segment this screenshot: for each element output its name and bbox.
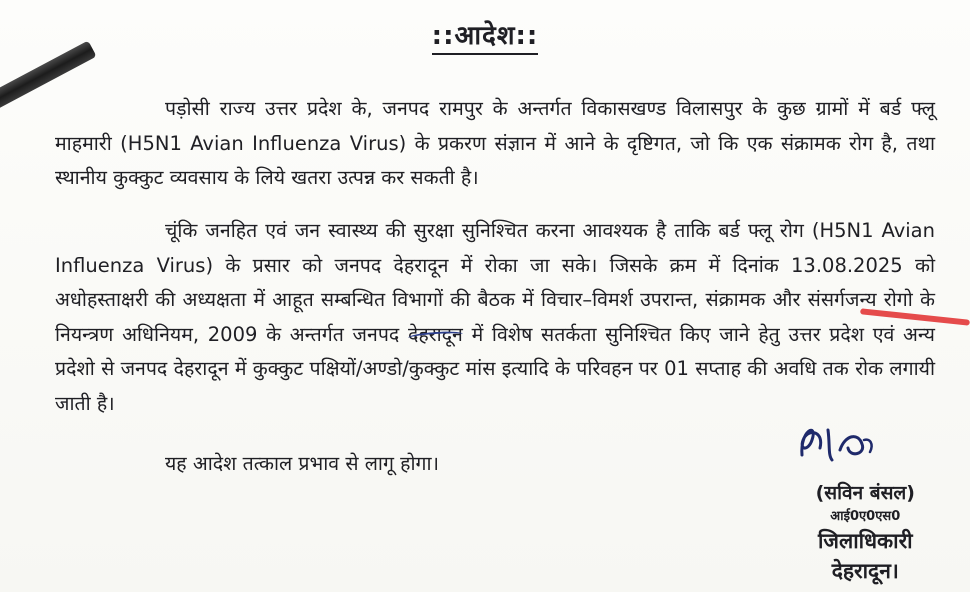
paragraph-3-text: यह आदेश तत्काल प्रभाव से लागू होगा। <box>165 452 439 475</box>
signature-block <box>816 478 915 586</box>
order-title-text: ::आदेश:: <box>432 21 539 55</box>
order-title <box>0 16 970 52</box>
handwritten-signature <box>790 410 880 470</box>
signatory-place: देहरादून। <box>831 559 899 583</box>
paragraph-1 <box>55 92 935 196</box>
paragraph-2 <box>55 214 935 421</box>
paragraph-2-text: चूंकि जनहित एवं जन स्वास्थ्य की सुरक्षा सुनिश्चित करना आवश्यक है ताकि बर्ड फ्लू रोग (H5N1 Avian Influenza Virus) के प्रसार को जनपद देहरादून में रोका जा सके। जिसके क्रम में दिनांक 13.08.2025 को अधोहस्ताक्षरी की अध्यक्षता में आहूत सम्बन्धित विभागों की बैठक में विचार–विमर्श उपरान्त, संक्रामक और संसर्गजन्य रोगो के नियन्त्रण अधिनियम, 2009 के अन्तर्गत जनपद देहरादून में विशेष सतर्कता सुनिश्चित किए जाने हेतु उत्तर प्रदेश एवं अन्य प्रदेशो से जनपद देहरादून में कुक्कुट पक्षियों/अण्डो/कुक्कुट मांस इत्यादि के परिवहन पर 01 सप्ताह की अवधि तक रोक लगायी जाती है। <box>55 219 935 415</box>
signatory-designation: जिलाधिकारी <box>817 529 913 553</box>
paragraph-1-text: पड़ोसी राज्य उत्तर प्रदेश के, जनपद रामपुर के अन्तर्गत विकासखण्ड विलासपुर के कुछ ग्रामों में बर्ड फ्लू माहमारी (H5N1 Avian Influenza Virus) के प्रकरण संज्ञान में आने के दृष्टिगत, जो कि एक संक्रामक रोग है, तथा स्थानीय कुक्कुट व्यवसाय के लिये खतरा उत्पन्न कर सकती है। <box>55 97 935 189</box>
signatory-cadre: आई0ए0एस0 <box>830 509 901 524</box>
signatory-name: (सविन बंसल) <box>815 482 915 504</box>
